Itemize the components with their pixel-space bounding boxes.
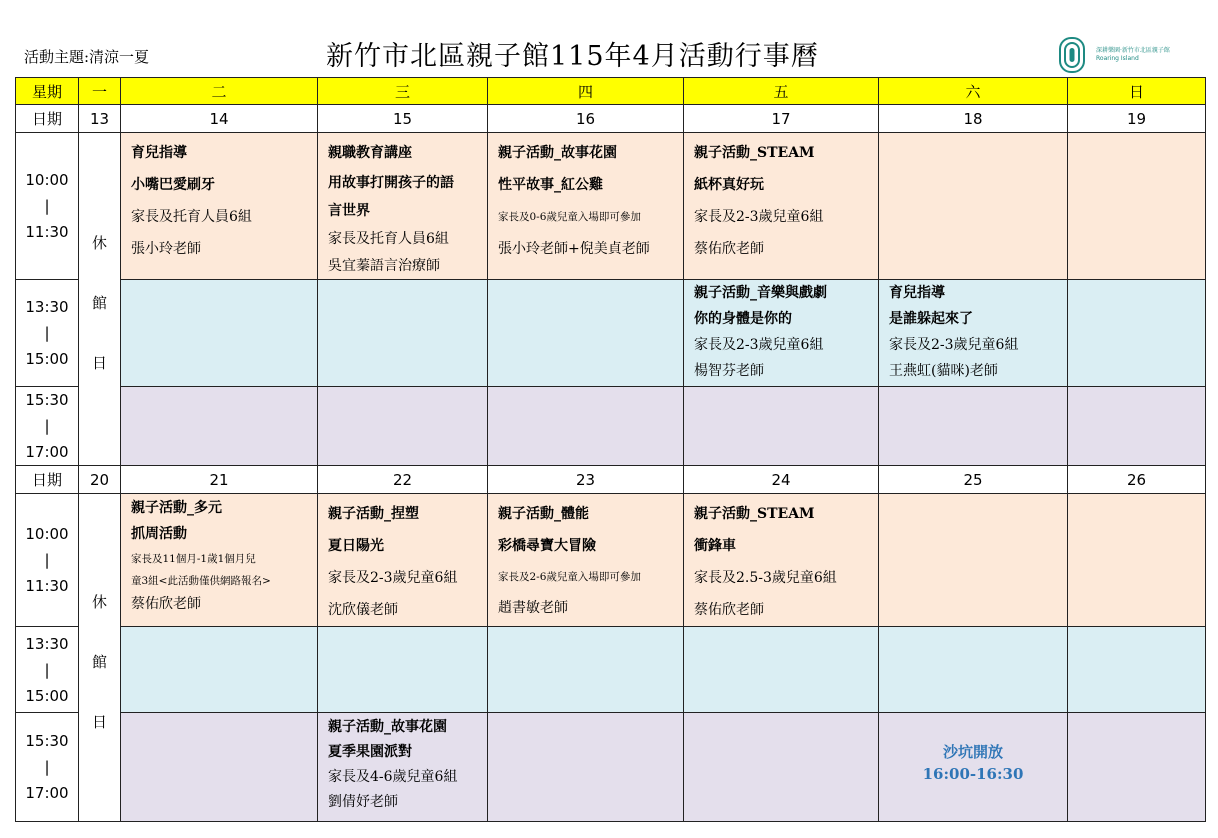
date-cell: 26 — [1068, 466, 1206, 494]
closed-day: 休 館 日 — [79, 133, 121, 466]
empty-cell — [684, 387, 879, 466]
empty-cell — [879, 387, 1068, 466]
time-slot: 10:00 | 11:30 — [16, 494, 79, 627]
empty-cell — [879, 133, 1068, 280]
date-cell: 18 — [879, 105, 1068, 133]
morning-row — [16, 133, 1206, 280]
empty-cell — [879, 494, 1068, 627]
empty-cell — [1068, 280, 1206, 387]
logo — [1058, 36, 1218, 76]
calendar-table — [15, 77, 1206, 822]
time-slot: 15:30 | 17:00 — [16, 387, 79, 466]
event-cell: 親職教育講座 用故事打開孩子的語 言世界 家長及托育人員6組 吳宜蓁語言治療師 — [318, 133, 488, 280]
empty-cell — [684, 627, 879, 713]
time-slot: 15:30 | 17:00 — [16, 713, 79, 822]
event-cell: 親子活動_故事花園 性平故事_紅公雞 家長及0-6歲兒童入場即可參加 張小玲老師+倪美貞老師 — [488, 133, 684, 280]
theme-label: 活動主題:清涼一夏 — [24, 48, 150, 66]
event-cell: 親子活動_STEAM 衝鋒車 家長及2.5-3歲兒童6組 蔡佑欣老師 — [684, 494, 879, 627]
evening-row — [16, 713, 1206, 822]
afternoon-row — [16, 627, 1206, 713]
weekday-label: 星期 — [16, 78, 79, 105]
time-slot: 13:30 | 15:00 — [16, 280, 79, 387]
date-cell: 14 — [121, 105, 318, 133]
date-cell: 17 — [684, 105, 879, 133]
empty-cell — [684, 713, 879, 822]
empty-cell — [1068, 133, 1206, 280]
date-row — [16, 105, 1206, 133]
morning-row — [16, 494, 1206, 627]
event-cell: 親子活動_捏塑 夏日陽光 家長及2-3歲兒童6組 沈欣儀老師 — [318, 494, 488, 627]
date-cell: 20 — [79, 466, 121, 494]
empty-cell — [121, 713, 318, 822]
empty-cell — [1068, 627, 1206, 713]
date-cell: 21 — [121, 466, 318, 494]
afternoon-row — [16, 280, 1206, 387]
date-row — [16, 466, 1206, 494]
event-cell: 育兒指導 是誰躲起來了 家長及2-3歲兒童6組 王燕虹(貓咪)老師 — [879, 280, 1068, 387]
event-cell: 育兒指導 小嘴巴愛刷牙 家長及托育人員6組 張小玲老師 — [121, 133, 318, 280]
empty-cell — [1068, 387, 1206, 466]
date-label: 日期 — [16, 105, 79, 133]
empty-cell — [488, 387, 684, 466]
empty-cell — [121, 387, 318, 466]
empty-cell — [488, 627, 684, 713]
empty-cell — [1068, 494, 1206, 627]
logo-text: 深耕樂園‧新竹市北區親子館 Roaring Island — [1096, 47, 1170, 62]
empty-cell — [121, 627, 318, 713]
empty-cell — [488, 280, 684, 387]
weekday-wed: 三 — [318, 78, 488, 105]
logo-icon — [1058, 36, 1086, 74]
date-cell: 24 — [684, 466, 879, 494]
closed-day: 休 館 日 — [79, 494, 121, 822]
event-cell: 親子活動_體能 彩橋尋寶大冒險 家長及2-6歲兒童入場即可參加 趙書敏老師 — [488, 494, 684, 627]
weekday-header-row — [16, 78, 1206, 105]
time-slot: 10:00 | 11:30 — [16, 133, 79, 280]
empty-cell — [318, 280, 488, 387]
weekday-sun: 日 — [1068, 78, 1206, 105]
date-cell: 23 — [488, 466, 684, 494]
date-cell: 15 — [318, 105, 488, 133]
empty-cell — [879, 627, 1068, 713]
date-cell: 25 — [879, 466, 1068, 494]
empty-cell — [318, 627, 488, 713]
empty-cell — [121, 280, 318, 387]
event-cell: 親子活動_音樂與戲劇 你的身體是你的 家長及2-3歲兒童6組 楊智芬老師 — [684, 280, 879, 387]
event-cell: 親子活動_STEAM 紙杯真好玩 家長及2-3歲兒童6組 蔡佑欣老師 — [684, 133, 879, 280]
empty-cell — [488, 713, 684, 822]
date-cell: 22 — [318, 466, 488, 494]
weekday-thu: 四 — [488, 78, 684, 105]
event-cell: 親子活動_多元 抓周活動 家長及11個月-1歲1個月兒 童3組<此活動僅供網路報名> 蔡佑欣老師 — [121, 494, 318, 627]
weekday-fri: 五 — [684, 78, 879, 105]
sandbox-open-notice: 沙坑開放 16:00-16:30 — [879, 713, 1068, 822]
empty-cell — [1068, 713, 1206, 822]
time-slot: 13:30 | 15:00 — [16, 627, 79, 713]
date-cell: 16 — [488, 105, 684, 133]
event-cell: 親子活動_故事花園 夏季果園派對 家長及4-6歲兒童6組 劉倩妤老師 — [318, 713, 488, 822]
weekday-mon: 一 — [79, 78, 121, 105]
weekday-sat: 六 — [879, 78, 1068, 105]
date-label: 日期 — [16, 466, 79, 494]
weekday-tue: 二 — [121, 78, 318, 105]
date-cell: 13 — [79, 105, 121, 133]
evening-row — [16, 387, 1206, 466]
page-title: 新竹市北區親子館115年4月活動行事曆 — [326, 41, 819, 72]
date-cell: 19 — [1068, 105, 1206, 133]
empty-cell — [318, 387, 488, 466]
